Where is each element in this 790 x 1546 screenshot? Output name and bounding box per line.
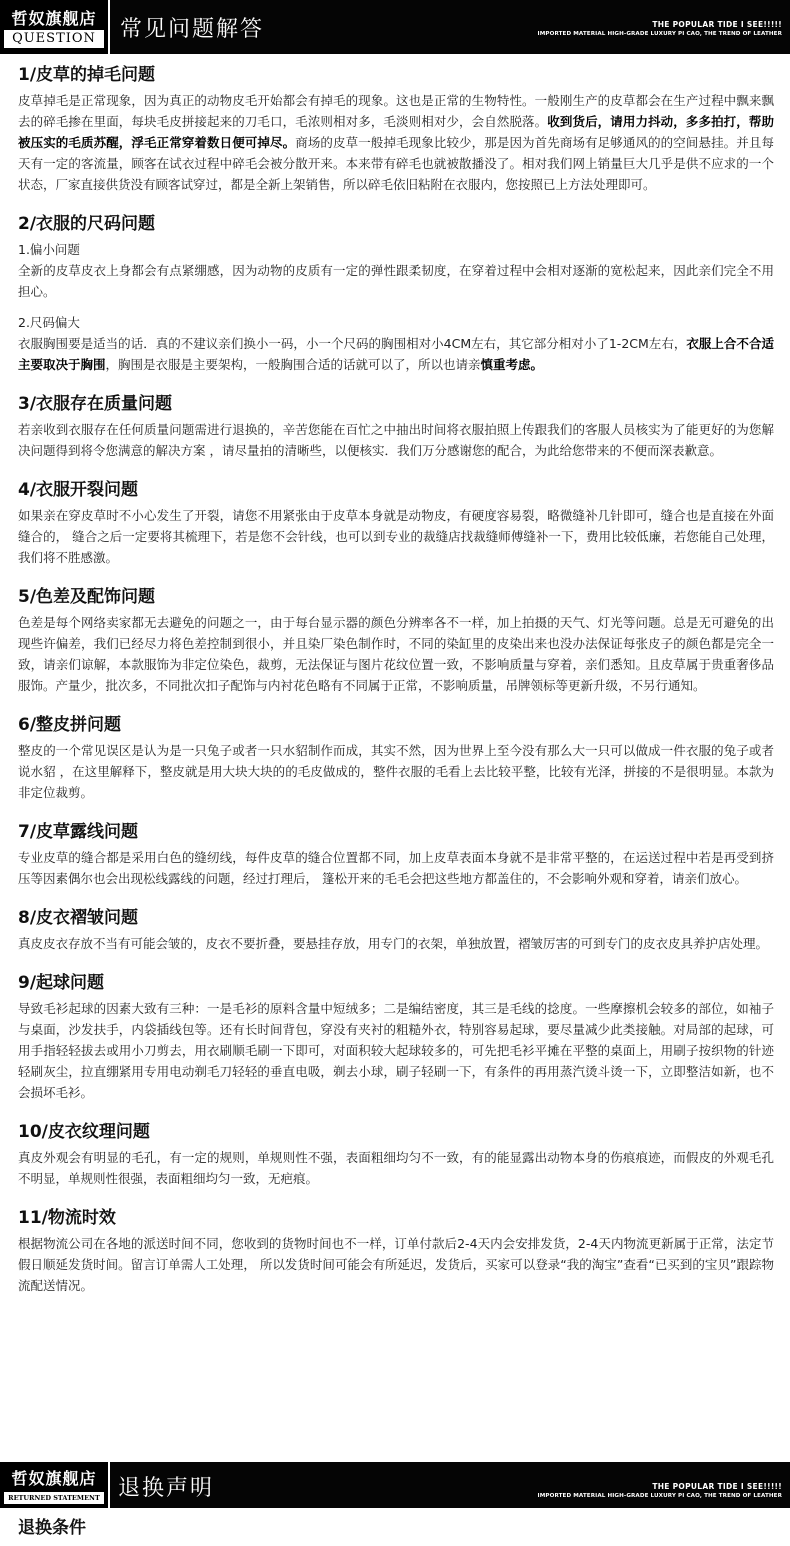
section-body: 根据物流公司在各地的派送时间不同，您收到的货物时间也不一样，订单付款后2-4天内会安排发货，2-4天内物流更新属于正常，法定节假日顺延发货时间。留言订单需人工处理， 所以发货时间可能会有所延迟，发货后，买家可以登录“我的淘宝”查看“已买到的宝贝”跟踪物流配送情况。	[18, 1236, 774, 1293]
faq-content	[18, 62, 774, 1312]
section-title: 1/皮草的掉毛问题	[18, 65, 156, 85]
faq-section-wrinkle	[18, 905, 774, 954]
return-banner	[0, 1462, 790, 1508]
section-title: 2/衣服的尺码问题	[18, 214, 156, 234]
faq-section-tear	[18, 477, 774, 568]
section-title: 5/色差及配饰问题	[18, 587, 156, 607]
section-title: 7/皮草露线问题	[18, 822, 139, 842]
section-title: 4/衣服开裂问题	[18, 480, 139, 500]
faq-section-thread	[18, 819, 774, 889]
section-title: 6/整皮拼问题	[18, 715, 122, 735]
brand-logo	[0, 1462, 110, 1508]
section-body: 衣服胸围要是适当的话．真的不建议亲们换小一码，小一个尺码的胸围相对小4CM左右，其它部分相对小了1-2CM左右，衣服上合不合适主要取决于胸围，胸围是衣服是主要架构，一般胸围合适的话就可以了，所以也请亲慎重考虑。	[18, 336, 774, 372]
section-title: 3/衣服存在质量问题	[18, 394, 173, 414]
section-title: 9/起球问题	[18, 973, 105, 993]
tagline	[538, 1482, 782, 1499]
faq-section-texture	[18, 1119, 774, 1189]
section-body: 若亲收到衣服存在任何质量问题需进行退换的，辛苦您能在百忙之中抽出时间将衣服拍照上传跟我们的客服人员核实为了能更好的为您解决问题得到将令您满意的解决方案 ，请尽量拍的清晰些，以便核实．我们万分感谢您的配合，为此给您带来的不便而深表歉意。	[18, 422, 774, 458]
faq-section-quality	[18, 391, 774, 461]
brand-name: 哲奴旗舰店	[11, 9, 97, 28]
faq-section-pilling	[18, 970, 774, 1103]
section-body: 真皮外观会有明显的毛孔，有一定的规则，单规则性不强，表面粗细均匀不一致，有的能显露出动物本身的伤痕痕迹，而假皮的外观毛孔不明显，单规则性很强，表面粗细均匀一致，无疤痕。	[18, 1150, 774, 1186]
section-subheading: 1.偏小问题	[18, 242, 80, 257]
section-body: 色差是每个网络卖家都无去避免的问题之一，由于每台显示器的颜色分辨率各不一样，加上拍摄的天气、灯光等问题。总是无可避免的出现些许偏差，我们已经尽力将色差控制到很小，并且染厂染色制作时，不同的染缸里的皮染出来也没办法保证每张皮子的颜色都是完全一致，请亲们谅解，本款服饰为非定位染色，裁剪，无法保证与图片花纹位置一致，不影响质量与穿着，亲们悉知。且皮草属于贵重奢侈品服饰。产量少，批次多，不同批次扣子配饰与内衬花色略有不同属于正常，不影响质量，吊牌领标等更新升级，不另行通知。	[18, 615, 774, 693]
faq-title: 常见问题解答	[120, 17, 265, 42]
tagline	[538, 20, 782, 37]
tagline-line-1: THE POPULAR TIDE I SEE!!!!!	[652, 20, 782, 29]
section-body: 真皮皮衣存放不当有可能会皱的，皮衣不要折叠，要悬挂存放，用专门的衣架，单独放置，褶皱厉害的可到专门的皮衣皮具养护店处理。	[18, 936, 769, 951]
section-title: 8/皮衣褶皱问题	[18, 908, 139, 928]
faq-banner	[0, 0, 790, 54]
section-body: 专业皮草的缝合都是采用白色的缝纫线，每件皮草的缝合位置都不同，加上皮草表面本身就不是非常平整的，在运送过程中若是再受到挤压等因素偶尔也会出现松线露线的问题，经过打理后， 篷松开来的毛毛会把这些地方都盖住的，不会影响外观和穿着，请亲们放心。	[18, 850, 774, 886]
section-title: 11/物流时效	[18, 1208, 116, 1228]
section-title: 10/皮衣纹理问题	[18, 1122, 150, 1142]
brand-subtitle: QUESTION	[4, 30, 104, 48]
return-conditions-heading: 退换条件	[18, 1518, 86, 1538]
faq-section-shipping	[18, 1205, 774, 1296]
brand-logo	[0, 0, 110, 54]
tagline-line-1: THE POPULAR TIDE I SEE!!!!!	[652, 1482, 782, 1491]
section-body: 整皮的一个常见误区是认为是一只兔子或者一只水貂制作而成，其实不然，因为世界上至今没有那么大一只可以做成一件衣服的兔子或者说水貂 ，在这里解释下，整皮就是用大块大块的的毛皮做成的，整件衣服的毛看上去比较平整，比较有光泽，拼接的不是很明显。本款为非定位裁剪。	[18, 743, 774, 800]
section-body: 如果亲在穿皮草时不小心发生了开裂，请您不用紧张由于皮草本身就是动物皮，有硬度容易裂，略微缝补几针即可，缝合也是直接在外面缝合的， 缝合之后一定要将其梳理下，若是您不会针线，也可以到专业的裁缝店找裁缝师傅缝补一下，费用比较低廉，若您能自己处理，我们将不胜感激。	[18, 508, 774, 565]
faq-section-shedding	[18, 62, 774, 195]
section-subheading: 2.尺码偏大	[18, 315, 80, 330]
tagline-line-2: IMPORTED MATERIAL HIGH-GRADE LUXURY PI CAO, THE TREND OF LEATHER	[537, 1493, 782, 1499]
section-body: 全新的皮草皮衣上身都会有点紧绷感，因为动物的皮质有一定的弹性跟柔韧度，在穿着过程中会相对逐渐的宽松起来，因此亲们完全不用担心。	[18, 263, 774, 299]
section-body: 皮草掉毛是正常现象，因为真正的动物皮毛开始都会有掉毛的现象。这也是正常的生物特性。一般刚生产的皮草都会在生产过程中飘来飘去的碎毛掺在里面，每块毛皮拼接起来的刀毛口，毛浓则相对多，毛淡则相对少，会自然脱落。收到货后，请用力抖动，多多拍打，帮助被压实的毛质苏醒，浮毛正常穿着数日便可掉尽。商场的皮草一般掉毛现象比较少，那是因为首先商场有足够通风的的空间悬挂。并且每天有一定的客流量，顾客在试衣过程中碎毛会被分散开来。本来带有碎毛也就被散播没了。相对我们网上销量巨大几乎是供不应求的一个状态，厂家直接供货没有顾客试穿过，都是全新上架销售，所以碎毛依旧粘附在衣服内，您按照已上方法处理即可。	[18, 93, 774, 192]
tagline-line-2: IMPORTED MATERIAL HIGH-GRADE LUXURY PI CAO, THE TREND OF LEATHER	[537, 31, 782, 37]
brand-subtitle: RETURNED STATEMENT	[4, 1492, 104, 1504]
faq-section-color	[18, 584, 774, 696]
faq-section-whole-pelt	[18, 712, 774, 803]
brand-name: 哲奴旗舰店	[11, 1469, 97, 1488]
section-body: 导致毛衫起球的因素大致有三种：一是毛衫的原料含量中短绒多；二是编结密度，其三是毛线的捻度。一些摩擦机会较多的部位，如袖子与桌面，沙发扶手，内袋插线包等。还有长时间背包，穿没有夹衬的粗糙外衣，特别容易起球，要尽量减少此类接触。对局部的起球，可用手指轻轻拔去或用小刀剪去，用衣刷顺毛刷一下即可，对面积较大起球较多的，可先把毛衫平摊在平整的桌面上，用刷子按织物的针迹轻刷灰尘，拉直绷紧用专用电动剃毛刀轻轻的垂直电吸，剃去小球，刷子轻刷一下，有条件的再用蒸汽烫斗烫一下，立即整洁如新，也不会损坏毛衫。	[18, 1001, 774, 1100]
return-title: 退换声明	[118, 1476, 215, 1501]
faq-section-sizing	[18, 211, 774, 375]
